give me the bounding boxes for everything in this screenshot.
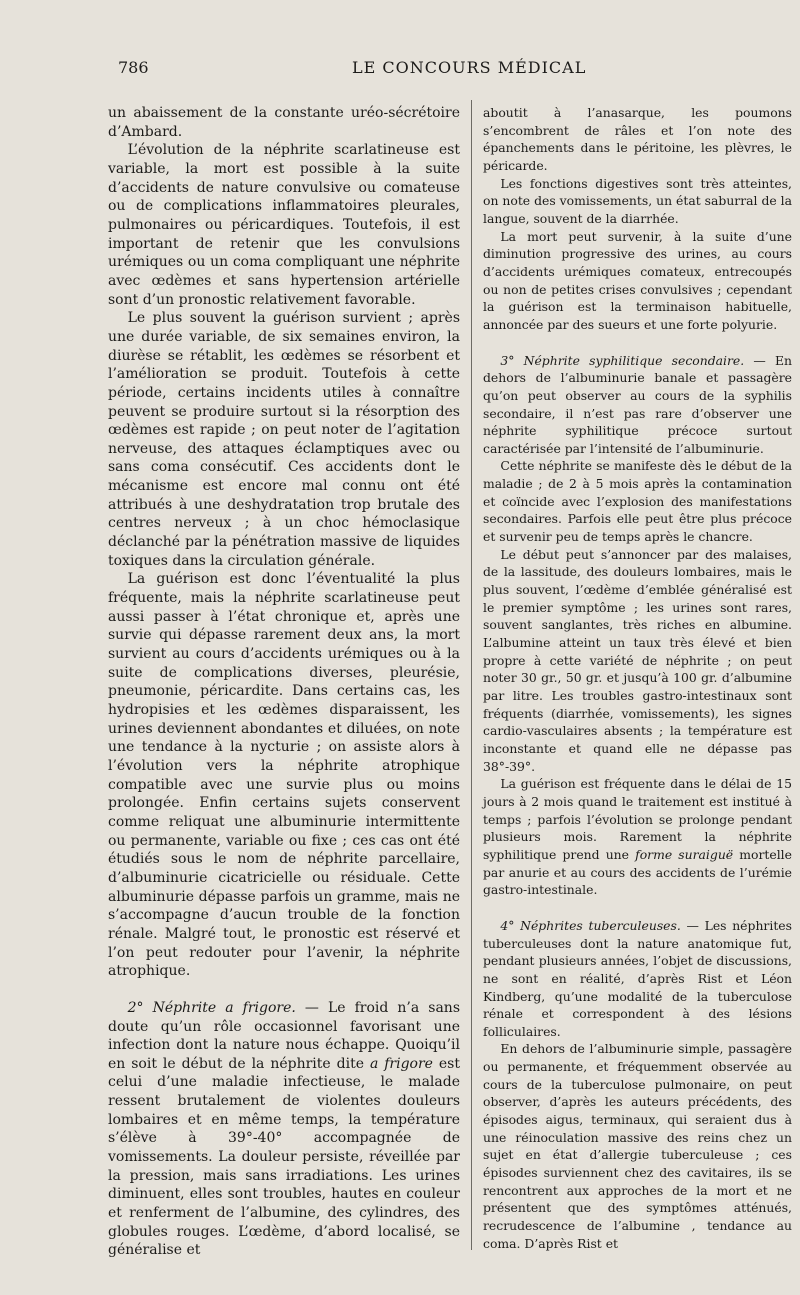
paragraph (483, 775, 792, 899)
paragraph: En dehors de l’albuminurie simple, passagère ou permanente, et fréquemment observée au cours de la tuberculose pulmonaire, on peut observer, d’après les auteurs précédents, des épisodes aigus, terminaux, qui seraient dus à une réinoculation massive des reins chez un sujet en état d’allergie tuberculeuse ; ces épisodes surviennent chez des cavitaires, ils se rencontrent aux approches de la mort et ne présentent que des symptômes atténués, recrudescence de l’albumine , tendance au coma. D’après Rist et (483, 1041, 792, 1251)
paragraph: La mort peut survenir, à la suite d’une diminution progressive des urines, au cours d’accidents urémiques comateux, entrecoupés ou non de petites crises convulsives ; cependant la guérison est la terminaison habituelle, annoncée par des sueurs et une forte polyurie. (483, 228, 792, 332)
column-divider (471, 100, 472, 1250)
paragraph: Les fonctions digestives sont très atteintes, on note des vomissements, un état saburral de la langue, souvent de la diarrhée. (483, 175, 792, 226)
page-number: 786 (118, 58, 149, 77)
section-text: — Le froid n’a sans doute qu’un rôle occasionnel favorisant une infection dont la nature nous échappe. Quoiqu’il en soit le début de la néphrite dite (108, 999, 460, 1072)
paragraph: Le début peut s’annoncer par des malaises, de la lassitude, des douleurs lombaires, mais le plus souvent, l’œdème d’emblée généralisé est le premier symptôme ; les urines sont rares, souvent sanglantes, très riches en albumine. L’albumine atteint un taux très élevé et bien propre à cette variété de néphrite ; on peut noter 30 gr., 50 gr. et jusqu’à 100 gr. d’albumine par litre. Les troubles gastro-intestinaux sont fréquents (diarrhée, vomissements), les signes cardio-vasculaires absents ; la température est inconstante et quand elle ne dépasse pas 38°-39°. (483, 546, 792, 774)
paragraph: Cette néphrite se manifeste dès le début de la maladie ; de 2 à 5 mois après la contamination et coïncide avec l’explosion des manifestations secondaires. Parfois elle peut être plus précoce et survenir peu de temps après le chancre. (483, 458, 792, 545)
section-text: est celui d’une maladie infectieuse, le malade ressent brutalement de violentes douleurs lombaires et en même temps, la température s’élève à 39°-40° accompagnée de vomissements. La douleur persiste, réveillée par la pression, mais sans irradiations. Les urines diminuent, elles sont troubles, hautes en couleur et renferment de l’albumine, des cylindres, des globules rouges. L’œdème, d’abord localisé, se généralise et (108, 1055, 460, 1259)
paragraph: un abaissement de la constante uréo-sécrétoire d’Ambard. (108, 105, 460, 140)
running-title: LE CONCOURS MÉDICAL (352, 58, 587, 77)
emphasis: forme suraiguë (635, 846, 734, 862)
page-header (0, 58, 800, 84)
paragraph: Le plus souvent la guérison survient ; après une durée variable, de six semaines environ, la diurèse se rétablit, les œdèmes se résorbent et l’amélioration se produit. Toutefois à cette période, certains incidents utiles à connaître peuvent se produire surtout si la résorption des œdèmes est rapide ; on peut noter de l’agitation nerveuse, des attaques éclamptiques avec ou sans coma consécutif. Ces accidents dont le mécanisme est encore mal connu ont été attribués à une deshydratation trop brutale des centres nerveux ; à un choc hémoclasique déclanché par la pénétration massive de liquides toxiques dans la circulation générale. (108, 310, 460, 569)
paragraph: La guérison est donc l’éventualité la plus fréquente, mais la néphrite scarlatineuse peut aussi passer à l’état chronique et, après une survie qui dépasse rarement deux ans, la mort survient au cours d’accidents urémiques ou à la suite de complications diverses, pleurésie, pneumonie, péricardite. Dans certains cas, les hydropisies et les œdèmes disparaissent, les urines deviennent abondantes et diluées, on note une tendance à la nycturie ; on assiste alors à l’évolution vers la néphrite atrophique compatible avec une survie plus ou moins prolongée. Enfin certains sujets conservent comme reliquat une albuminurie intermittente ou permanente, variable ou fixe ; ces cas ont été étudiés sous le nom de néphrite parcellaire, d’albuminurie cicatricielle ou résiduale. Cette albuminurie dépasse parfois un gramme, mais ne s’accompagne d’aucun trouble de la fonction rénale. Malgré tout, le pronostic est réservé et l’on peut redouter pour l’avenir, la néphrite atrophique. (108, 571, 460, 980)
emphasis: a frigore (369, 1055, 433, 1072)
section-heading: 3° Néphrite syphilitique secondaire. (500, 352, 745, 368)
section-nephrite-syphilitique (483, 352, 792, 458)
paragraph: aboutit à l’anasarque, les poumons s’encombrent de râles et l’on note des épanchements dans le péritoine, les plèvres, le péricarde. (483, 105, 792, 173)
paragraph: L’évolution de la néphrite scarlatineuse est variable, la mort est possible à la suite d’accidents de nature convulsive ou comateuse ou de complications inflammatoires pleurales, pulmonaires ou péricardiques. Toutefois, il est important de retenir que les convulsions urémiques ou un coma compliquant une néphrite avec œdèmes et sans hypertension artérielle sont d’un pronostic relativement favorable. (108, 142, 460, 308)
section-text: — En dehors de l’albuminurie banale et passagère qu’on peut observer au cours de la syphilis secondaire, il n’est pas rare d’observer une néphrite syphilitique précoce surtout caractérisée par l’intensité de l’albuminurie. (483, 352, 793, 456)
left-column (108, 104, 460, 1260)
section-nephrite-a-frigore (108, 999, 460, 1260)
section-heading: 2° Néphrite a frigore. (127, 999, 296, 1016)
paragraph-text: mortelle par anurie et au cours des accidents de l’urémie gastro-intestinale. (483, 846, 792, 898)
right-column (483, 104, 792, 1252)
section-nephrites-tuberculeuses (483, 917, 792, 1041)
section-heading: 4° Néphrites tuberculeuses. (500, 917, 681, 933)
section-text: — Les néphrites tuberculeuses dont la nature anatomique fut, pendant plusieurs années, l’objet de discussions, ne sont en réalité, d’après Rist et Léon Kindberg, qu’une modalité de la tuberculose rénale et correspondent à des lésions folliculaires. (483, 917, 792, 1039)
paragraph-text: La guérison est fréquente dans le délai de 15 jours à 2 mois quand le traitement est institué à temps ; parfois l’évolution se prolonge pendant plusieurs mois. Rarement la néphrite syphilitique prend une (483, 776, 792, 862)
